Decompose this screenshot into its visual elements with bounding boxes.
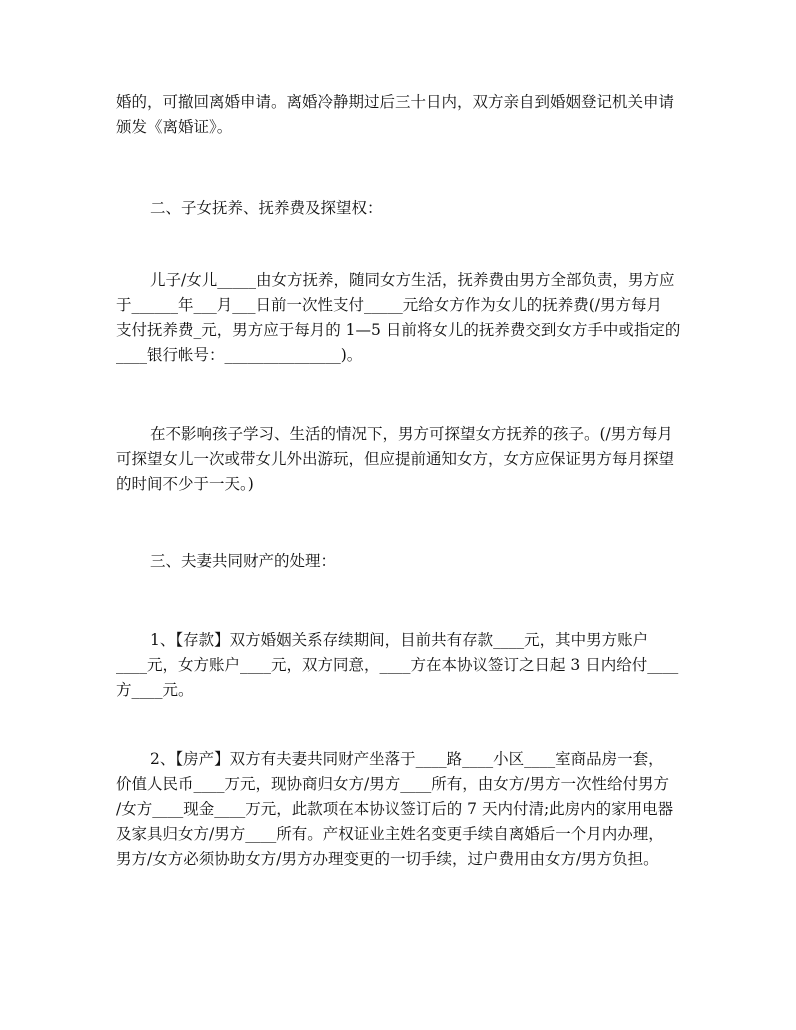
- text-line: 价值人民币____万元，现协商归女方/男方____所有，由女方/男方一次性给付男方: [116, 775, 669, 793]
- paragraph-real-estate: [116, 747, 686, 872]
- text-line: 于______年___月___日前一次性支付_____元给女方作为女儿的抚养费(/男方每月: [116, 296, 663, 314]
- text-line: 婚的，可撤回离婚申请。离婚冷静期过后三十日内，双方亲自到婚姻登记机关申请: [116, 93, 675, 111]
- paragraph-deposits: [116, 628, 686, 703]
- heading-text: 二、子女抚养、抚养费及探望权：: [150, 199, 383, 217]
- text-line: ____元，女方账户____元，双方同意，____方在本协议签订之日起 3 日内给付____: [116, 656, 679, 674]
- heading-text: 三、夫妻共同财产的处理：: [150, 552, 337, 570]
- text-line: 2、【房产】双方有夫妻共同财产坐落于____路____小区____室商品房一套，: [150, 750, 664, 768]
- section-heading-joint-property: [116, 549, 686, 574]
- text-line: /女方____现金____万元，此款项在本协议签订后的 7 天内付清;此房内的家用电器: [116, 800, 674, 818]
- text-line: ____银行帐号：_______________)。: [116, 346, 363, 364]
- text-line: 1、【存款】双方婚姻关系存续期间，目前共有存款____元，其中男方账户: [150, 631, 649, 649]
- text-line: 颁发《离婚证》。: [116, 118, 233, 136]
- text-line: 及家具归女方/男方____所有。产权证业主姓名变更手续自离婚后一个月内办理，: [116, 825, 664, 843]
- paragraph-divorce-certificate: [116, 90, 686, 140]
- section-heading-child-custody: [116, 196, 686, 221]
- text-line: 可探望女儿一次或带女儿外出游玩，但应提前通知女方，女方应保证男方每月探望: [116, 450, 675, 468]
- paragraph-child-support: [116, 268, 686, 368]
- paragraph-visitation-rights: [116, 422, 686, 497]
- text-line: 的时间不少于一天。): [116, 475, 254, 493]
- text-line: 儿子/女儿_____由女方抚养，随同女方生活，抚养费由男方全部负责，男方应: [150, 271, 675, 289]
- text-line: 支付抚养费_元，男方应于每月的 1—5 日前将女儿的抚养费交到女方手中或指定的: [116, 321, 681, 339]
- text-line: 男方/女方必须协助女方/男方办理变更的一切手续，过户费用由女方/男方负担。: [116, 850, 659, 868]
- text-line: 方____元。: [116, 681, 194, 699]
- text-line: 在不影响孩子学习、生活的情况下，男方可探望女方抚养的孩子。(/男方每月: [150, 425, 673, 443]
